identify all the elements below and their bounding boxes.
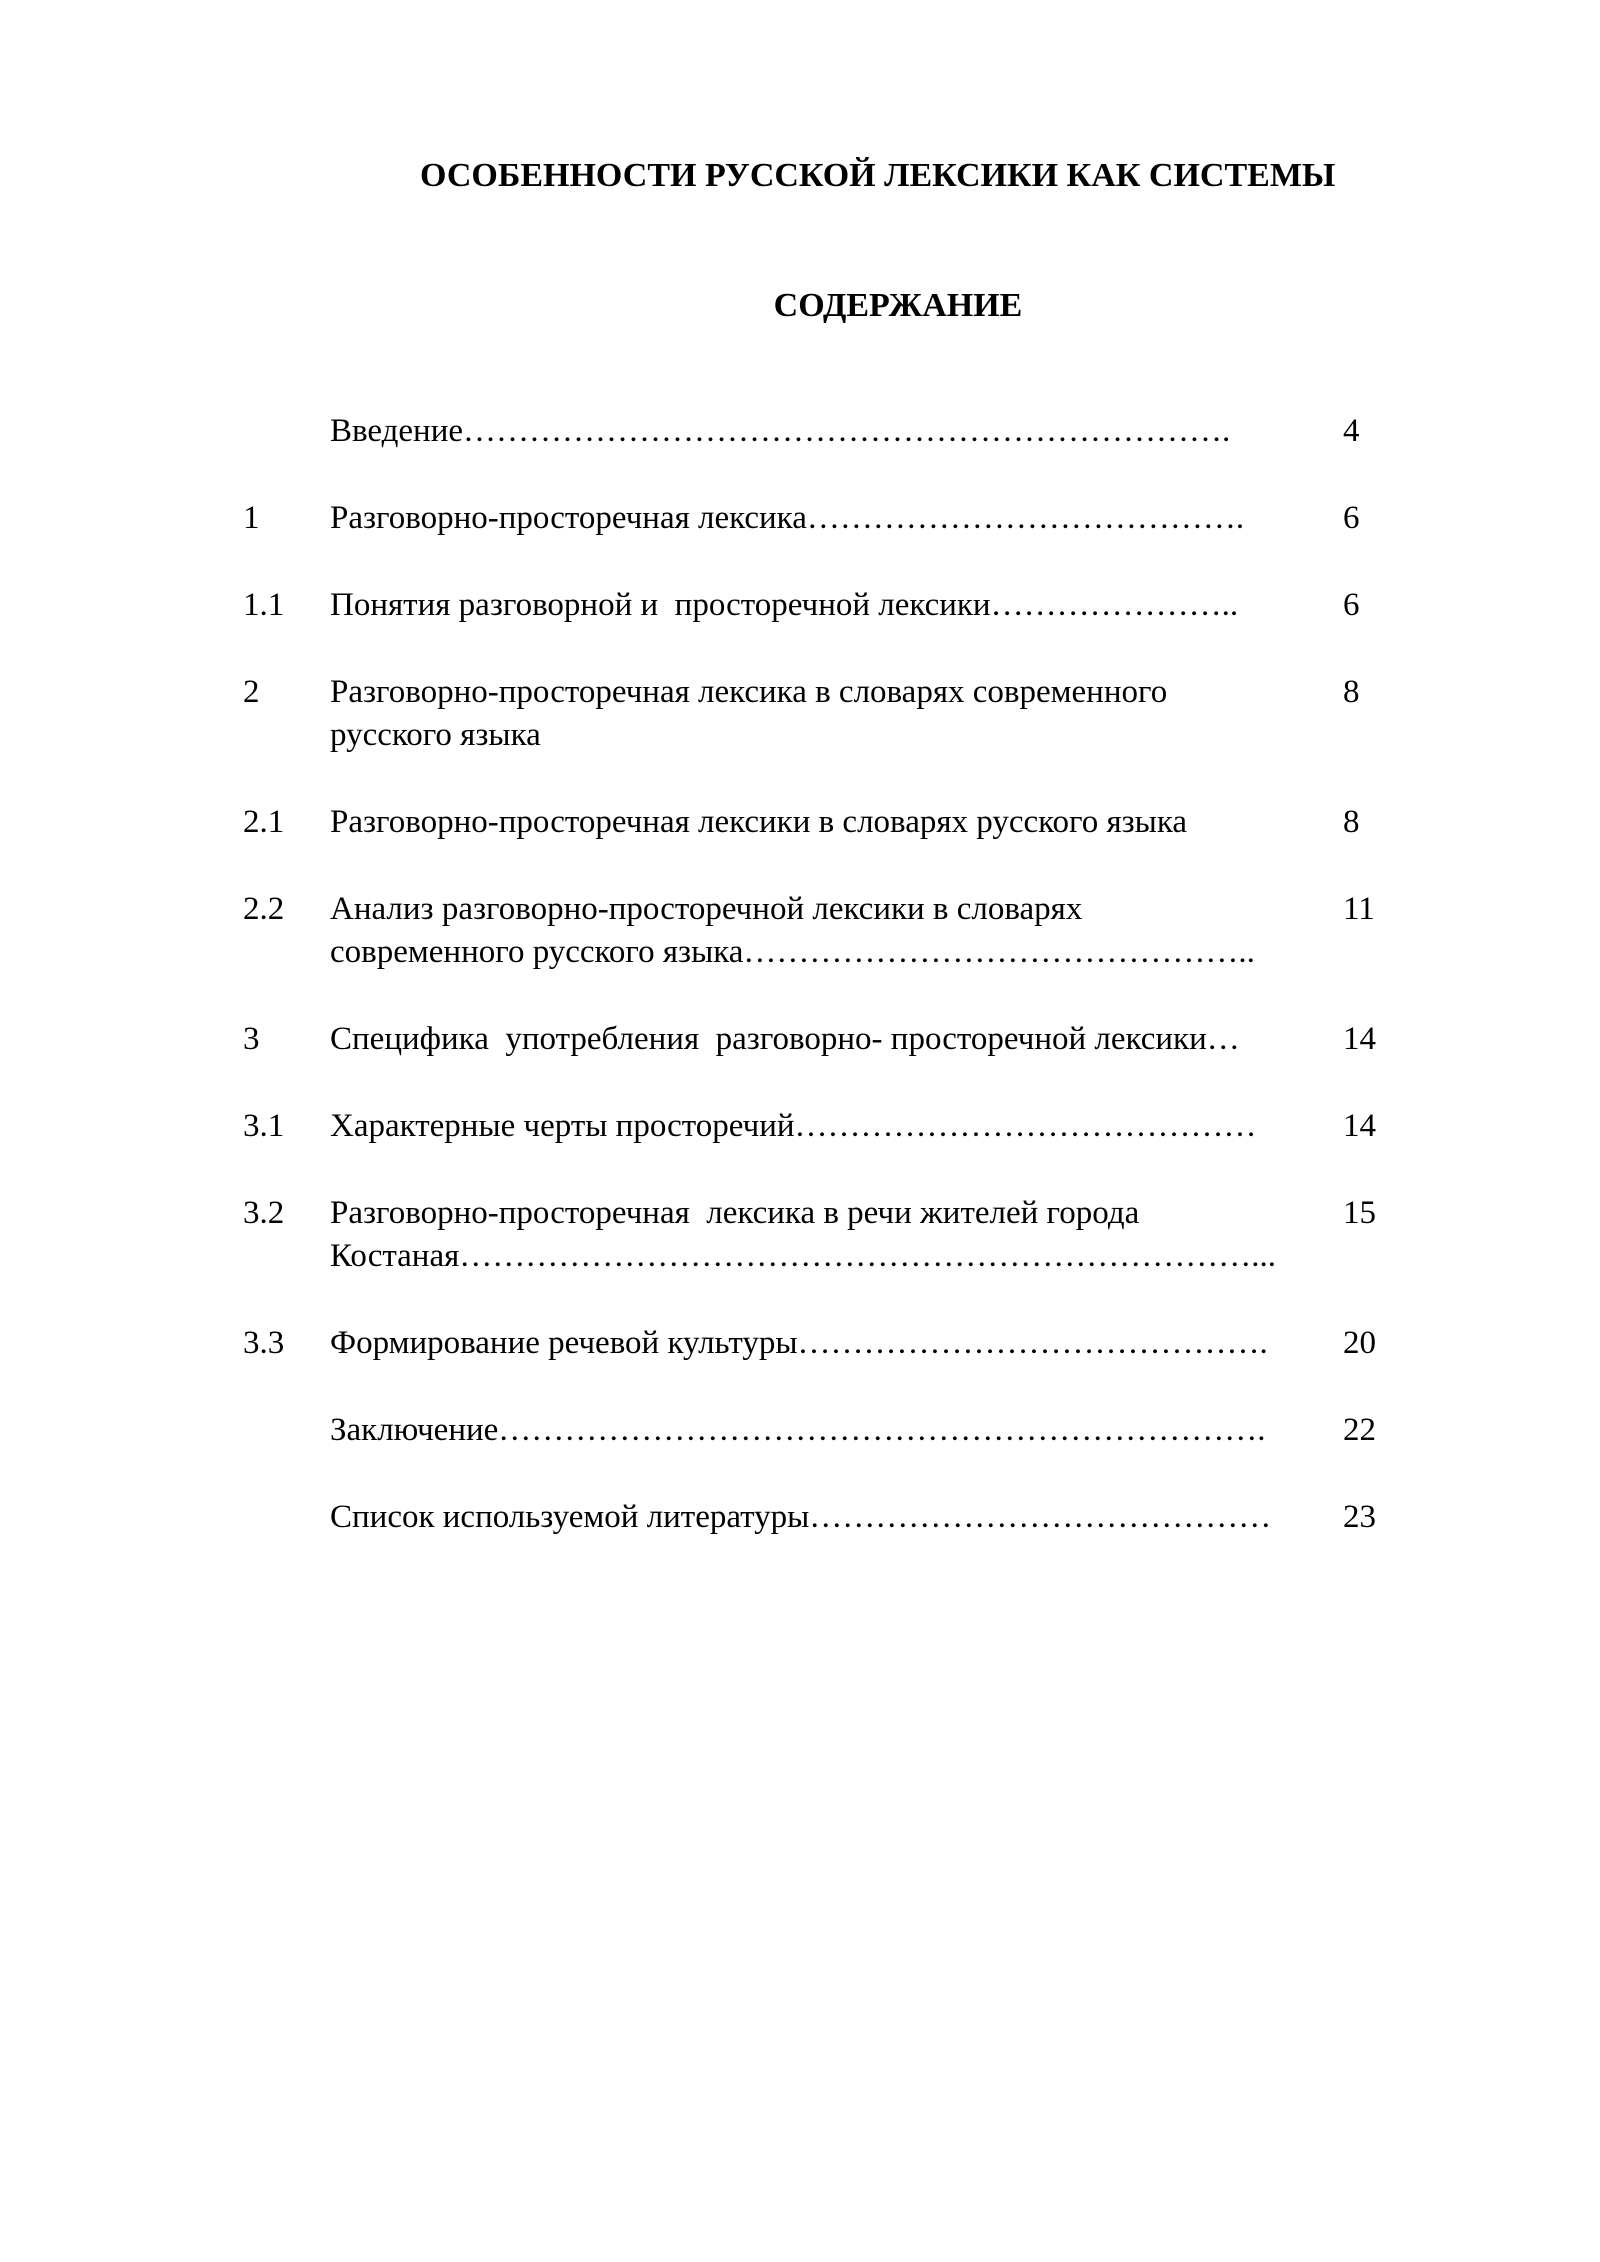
toc-entry-number: 1	[243, 500, 260, 536]
toc-entry	[243, 1409, 1483, 1496]
toc-entry-number: 3.1	[243, 1108, 285, 1144]
toc-entry-page: 8	[1343, 674, 1360, 710]
toc-entry	[243, 1018, 1483, 1105]
toc-entry-title: Разговорно-просторечная лексики в словарях русского языка	[330, 804, 1188, 840]
toc-entry-title: Разговорно-просторечная лексика в речи жителей города Костаная………………………………………………………………...	[330, 1195, 1277, 1274]
toc-entry	[243, 497, 1483, 584]
toc-entry-page: 22	[1343, 1412, 1376, 1448]
toc-entry-title: Введение…………………………………………………………….	[330, 413, 1231, 449]
toc-entry-title: Специфика употребления разговорно- просторечной лексики…	[330, 1021, 1240, 1057]
toc-entry-page: 14	[1343, 1108, 1376, 1144]
toc-entry-number: 2.1	[243, 804, 285, 840]
toc-entry	[243, 671, 1483, 801]
toc-entry-page: 23	[1343, 1499, 1376, 1535]
toc-entry	[243, 410, 1483, 497]
toc-entry-number: 2.2	[243, 891, 285, 927]
toc-entry-number: 1.1	[243, 587, 285, 623]
toc-entry	[243, 1322, 1483, 1409]
document-title: ОСОБЕННОСТИ РУССКОЙ ЛЕКСИКИ КАК СИСТЕМЫ	[420, 157, 1336, 194]
toc-entry-title: Анализ разговорно-просторечной лексики в словарях современного русского языка………………………………………..	[330, 891, 1255, 970]
toc-entry-page: 14	[1343, 1021, 1376, 1057]
toc-entry-page: 6	[1343, 500, 1360, 536]
toc-entry-title: Разговорно-просторечная лексика в словарях современного русского языка	[330, 674, 1168, 753]
toc-entry-title: Заключение…………………………………………………………….	[330, 1412, 1266, 1448]
toc-entry-page: 15	[1343, 1195, 1376, 1231]
toc-entry-number: 3.3	[243, 1325, 285, 1361]
toc-entry	[243, 1192, 1483, 1322]
toc-entry-title: Список используемой литературы……………………………………	[330, 1499, 1272, 1535]
toc-entry	[243, 584, 1483, 671]
toc-entry-page: 20	[1343, 1325, 1376, 1361]
toc-entry-page: 8	[1343, 804, 1360, 840]
toc-entry	[243, 1496, 1483, 1583]
toc-entry-title: Разговорно-просторечная лексика………………………………….	[330, 500, 1245, 536]
toc-entry-title: Формирование речевой культуры…………………………………….	[330, 1325, 1268, 1361]
toc-entry-title: Характерные черты просторечий……………………………………	[330, 1108, 1257, 1144]
toc-heading: СОДЕРЖАНИЕ	[773, 287, 1023, 324]
toc-entry	[243, 801, 1483, 888]
toc-entry-number: 2	[243, 674, 260, 710]
table-of-contents	[243, 410, 1483, 1583]
toc-entry-number: 3.2	[243, 1195, 285, 1231]
toc-entry-page: 6	[1343, 587, 1360, 623]
toc-entry-page: 4	[1343, 413, 1360, 449]
toc-entry-page: 11	[1343, 891, 1375, 927]
toc-entry	[243, 1105, 1483, 1192]
toc-entry-number: 3	[243, 1021, 260, 1057]
toc-entry-title: Понятия разговорной и просторечной лексики…………………..	[330, 587, 1239, 623]
toc-entry	[243, 888, 1483, 1018]
